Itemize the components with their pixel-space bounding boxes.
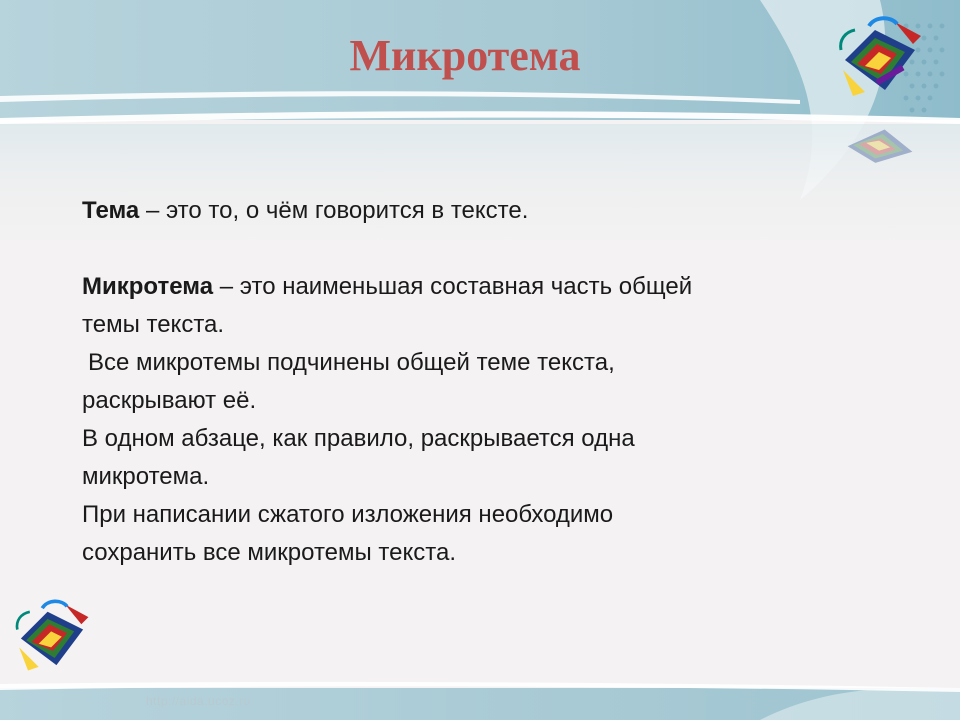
body-line: При написании сжатого изложения необходимо [82, 501, 614, 528]
slide-body [82, 192, 842, 572]
term-tema: Тема [82, 197, 140, 224]
body-line: микротема. [82, 463, 210, 490]
term-mikrotema: Микротема [82, 273, 214, 300]
definition-tema-text: – это то, о чём говорится в тексте. [139, 197, 529, 224]
body-line: В одном абзаце, как правило, раскрывается одна [82, 425, 635, 452]
body-line: раскрывают её. [82, 387, 257, 414]
body-line: сохранить все микротемы текста. [82, 539, 457, 566]
footer-url: http://aida.ucoz.ru [146, 694, 251, 708]
body-line: Все микротемы подчинены общей теме текста, [88, 349, 615, 376]
definition-mikrotema-text: – это наименьшая составная часть общей [213, 273, 693, 300]
paragraph-gap [82, 230, 842, 268]
slide-title: Микротема [349, 31, 581, 80]
decorative-logo-icon-bottom [12, 594, 92, 674]
definition-mikrotema [82, 268, 842, 306]
decorative-logo-reflection-icon [838, 124, 922, 174]
definition-tema [82, 192, 842, 230]
definition-mikrotema-cont: темы текста. [82, 311, 225, 338]
